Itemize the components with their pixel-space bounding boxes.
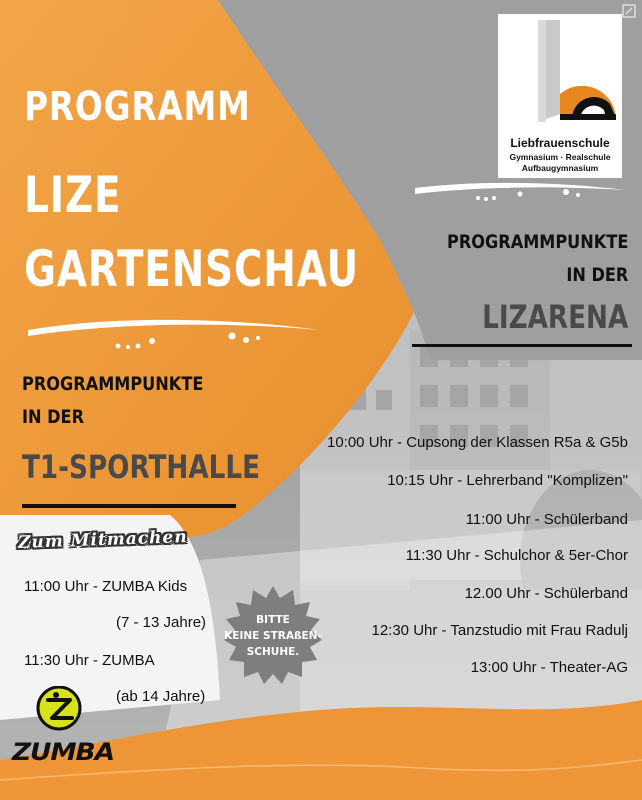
left-venue-heading: [22, 368, 203, 434]
logo-subtitle-2: Aufbaugymnasium: [521, 163, 599, 173]
left-heading-line2: IN DER: [22, 406, 85, 428]
title-lize: LIZE: [24, 166, 122, 224]
zumba-logo: [12, 686, 112, 776]
right-heading-line2: IN DER: [565, 264, 628, 286]
right-divider: [412, 344, 632, 347]
zumba-logo-icon: [12, 686, 112, 736]
left-heading-line1: PROGRAMMPUNKTE: [22, 373, 204, 395]
venue-lizarena: LIZARENA: [481, 298, 628, 336]
left-divider: [22, 504, 236, 508]
zumba-kids-item: 11:00 Uhr - ZUMBA Kids: [24, 578, 188, 595]
zumba-kids-age: (7 - 13 Jahre): [116, 614, 207, 631]
hint-line-2: KEINE STRAßEN-: [224, 630, 322, 642]
school-logo-icon: [498, 14, 622, 138]
zumba-age: (ab 14 Jahre): [116, 688, 206, 705]
schedule-item: 11:00 Uhr - Schülerband: [465, 511, 628, 528]
schedule-item: 13:00 Uhr - Theater-AG: [470, 659, 628, 676]
zum-mitmachen-banner: Zum Mitmachen: [17, 527, 189, 553]
logo-subtitle-1: Gymnasium · Realschule: [509, 152, 611, 162]
school-logo: [498, 14, 622, 178]
right-heading-line1: PROGRAMMPUNKTE: [446, 231, 628, 253]
corner-watermark-icon: [622, 4, 636, 18]
schedule-item: 12:30 Uhr - Tanzstudio mit Frau Radulj: [371, 622, 628, 639]
title-programm: PROGRAMM: [24, 84, 251, 130]
hint-line-1: BITTE: [256, 614, 290, 626]
schedule-item: 12.00 Uhr - Schülerband: [464, 585, 628, 602]
logo-school-name: Liebfrauenschule: [510, 136, 610, 150]
schedule-item: 10:00 Uhr - Cupsong der Klassen R5a & G5b: [326, 434, 628, 451]
right-venue-heading: [447, 226, 628, 292]
schedule-item: 10:15 Uhr - Lehrerband "Komplizen": [387, 472, 628, 489]
venue-t1-sporthalle: T1-SPORTHALLE: [22, 448, 261, 486]
schedule-item: 11:30 Uhr - Schulchor & 5er-Chor: [405, 547, 628, 564]
hint-line-3: SCHUHE.: [246, 646, 300, 658]
zumba-item: 11:30 Uhr - ZUMBA: [24, 652, 155, 669]
no-street-shoes-badge: [222, 584, 324, 686]
zumba-wordmark: ZUMBA: [12, 738, 114, 766]
title-gartenschau: GARTENSCHAU: [24, 240, 359, 298]
